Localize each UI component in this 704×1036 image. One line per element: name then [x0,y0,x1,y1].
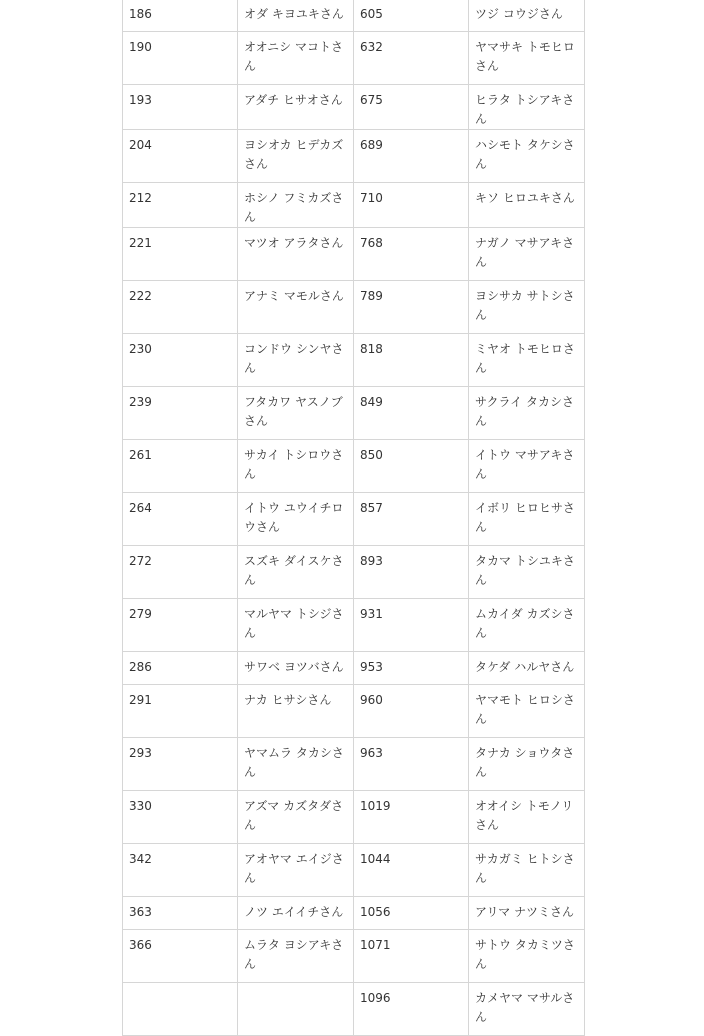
name-cell: ナガノ マサアキさん [469,228,585,281]
name-cell: ノツ エイイチさん [238,897,354,930]
name-cell: タケダ ハルヤさん [469,652,585,685]
member-table-container [122,0,584,1036]
number-cell: 857 [354,493,469,546]
name-cell: タカマ トシユキさん [469,546,585,599]
name-cell: サカガミ ヒトシさん [469,844,585,897]
number-cell: 286 [123,652,238,685]
table-row [123,0,585,32]
name-cell: ナカ ヒサシさん [238,685,354,738]
name-cell: イトウ マサアキさん [469,440,585,493]
number-cell: 1044 [354,844,469,897]
number-cell: 963 [354,738,469,791]
table-row [123,652,585,685]
number-cell: 261 [123,440,238,493]
name-cell: ヤマサキ トモヒロさん [469,32,585,85]
number-cell: 272 [123,546,238,599]
table-row [123,493,585,546]
number-cell: 363 [123,897,238,930]
number-cell: 960 [354,685,469,738]
name-cell: イトウ ユウイチロウさん [238,493,354,546]
number-cell: 689 [354,130,469,183]
name-cell: キソ ヒロユキさん [469,183,585,228]
name-cell: ヤマムラ タカシさん [238,738,354,791]
number-cell: 264 [123,493,238,546]
name-cell: ツジ コウジさん [469,0,585,32]
table-row [123,32,585,85]
table-row [123,738,585,791]
number-cell: 953 [354,652,469,685]
table-row [123,387,585,440]
number-cell: 221 [123,228,238,281]
number-cell: 818 [354,334,469,387]
name-cell: オダ キヨユキさん [238,0,354,32]
name-cell: ホシノ フミカズさん [238,183,354,228]
number-cell: 204 [123,130,238,183]
number-cell: 366 [123,930,238,983]
name-cell: ミヤオ トモヒロさん [469,334,585,387]
table-row [123,334,585,387]
table-row [123,440,585,493]
table-row [123,930,585,983]
number-cell: 789 [354,281,469,334]
number-cell: 193 [123,85,238,130]
number-cell: 186 [123,0,238,32]
name-cell: アナミ マモルさん [238,281,354,334]
table-row [123,546,585,599]
number-cell: 293 [123,738,238,791]
number-cell: 239 [123,387,238,440]
number-cell: 222 [123,281,238,334]
table-row [123,844,585,897]
member-table [122,0,585,1036]
name-cell: サカイ トシロウさん [238,440,354,493]
name-cell: マルヤマ トシジさん [238,599,354,652]
name-cell: フタカワ ヤスノブさん [238,387,354,440]
name-cell: サワベ ヨツバさん [238,652,354,685]
number-cell [123,983,238,1036]
table-row [123,183,585,228]
name-cell: アズマ カズタダさん [238,791,354,844]
name-cell: ヨシサカ サトシさん [469,281,585,334]
table-row [123,685,585,738]
number-cell: 710 [354,183,469,228]
number-cell: 212 [123,183,238,228]
number-cell: 675 [354,85,469,130]
name-cell: タナカ ショウタさん [469,738,585,791]
number-cell: 1071 [354,930,469,983]
name-cell: アダチ ヒサオさん [238,85,354,130]
number-cell: 190 [123,32,238,85]
number-cell: 893 [354,546,469,599]
name-cell: アオヤマ エイジさん [238,844,354,897]
number-cell: 931 [354,599,469,652]
number-cell: 1019 [354,791,469,844]
name-cell: アリマ ナツミさん [469,897,585,930]
number-cell: 768 [354,228,469,281]
name-cell: オオイシ トモノリさん [469,791,585,844]
table-row [123,130,585,183]
name-cell: ヨシオカ ヒデカズさん [238,130,354,183]
number-cell: 291 [123,685,238,738]
name-cell: ハシモト タケシさん [469,130,585,183]
table-row [123,85,585,130]
number-cell: 230 [123,334,238,387]
number-cell: 1056 [354,897,469,930]
name-cell: サトウ タカミツさん [469,930,585,983]
number-cell: 849 [354,387,469,440]
name-cell: ヒラタ トシアキさん [469,85,585,130]
name-cell: コンドウ シンヤさん [238,334,354,387]
name-cell: カメヤマ マサルさん [469,983,585,1036]
name-cell: ムラタ ヨシアキさん [238,930,354,983]
number-cell: 330 [123,791,238,844]
name-cell: マツオ アラタさん [238,228,354,281]
name-cell: オオニシ マコトさん [238,32,354,85]
name-cell: ヤマモト ヒロシさん [469,685,585,738]
number-cell: 342 [123,844,238,897]
table-row [123,599,585,652]
name-cell: イボリ ヒロヒサさん [469,493,585,546]
name-cell: スズキ ダイスケさん [238,546,354,599]
member-table-body [123,0,585,1036]
number-cell: 279 [123,599,238,652]
name-cell [238,983,354,1036]
name-cell: ムカイダ カズシさん [469,599,585,652]
table-row [123,228,585,281]
table-row [123,983,585,1036]
number-cell: 632 [354,32,469,85]
name-cell: サクライ タカシさん [469,387,585,440]
number-cell: 605 [354,0,469,32]
number-cell: 850 [354,440,469,493]
table-row [123,897,585,930]
table-row [123,791,585,844]
table-row [123,281,585,334]
number-cell: 1096 [354,983,469,1036]
